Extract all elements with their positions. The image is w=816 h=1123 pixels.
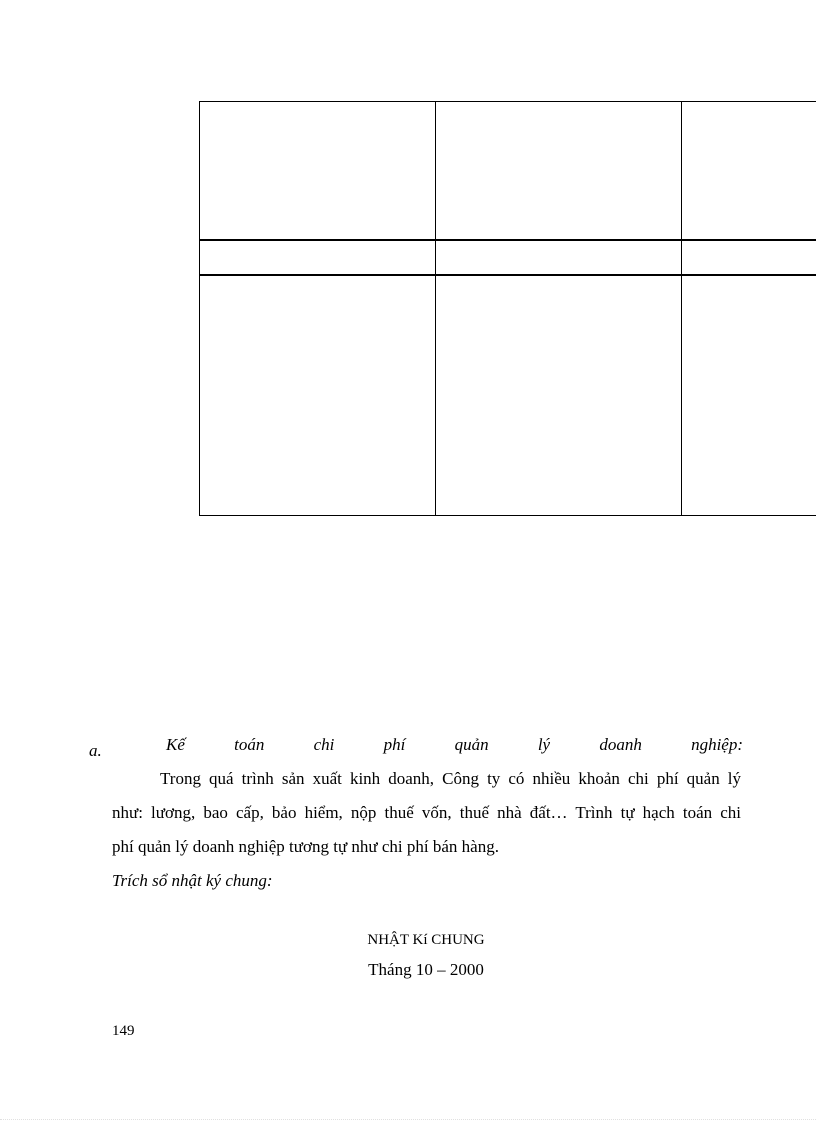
page-number: 149 [112,1023,135,1039]
section-heading [89,735,743,759]
journal-excerpt-label: Trích sổ nhật ký chung: [112,871,273,890]
heading-word: quản [454,735,489,754]
section-heading-text [166,735,743,755]
footer-rule [0,1119,816,1120]
paragraph-line: Trong quá trình sản xuất kinh doanh, Công ty có nhiều khoản chi phí quản lý [160,769,741,788]
body-paragraph [112,762,741,864]
paragraph-line: phí quản lý doanh nghiệp tương tự như chi phí bán hàng. [112,837,499,856]
heading-word: Kế [166,735,185,754]
heading-word: toán [234,735,265,754]
table-row-divider-2 [200,274,816,276]
journal-period: Tháng 10 – 2000 [368,960,484,979]
table-column-divider-2 [681,102,682,515]
heading-word: lý [537,735,551,754]
heading-word: doanh [599,735,642,754]
section-marker: a. [89,741,102,760]
heading-word: nghiệp: [691,735,743,754]
table-row-divider-1 [200,239,816,241]
table-column-divider-1 [435,102,436,515]
heading-word: phí [383,735,406,754]
diagram-table-frame [199,101,816,516]
heading-word: chi [313,735,335,754]
journal-title: NHẬT Kí CHUNG [367,932,485,948]
paragraph-line: như: lương, bao cấp, bảo hiểm, nộp thuế vốn, thuế nhà đất… Trình tự hạch toán chi [112,803,741,822]
